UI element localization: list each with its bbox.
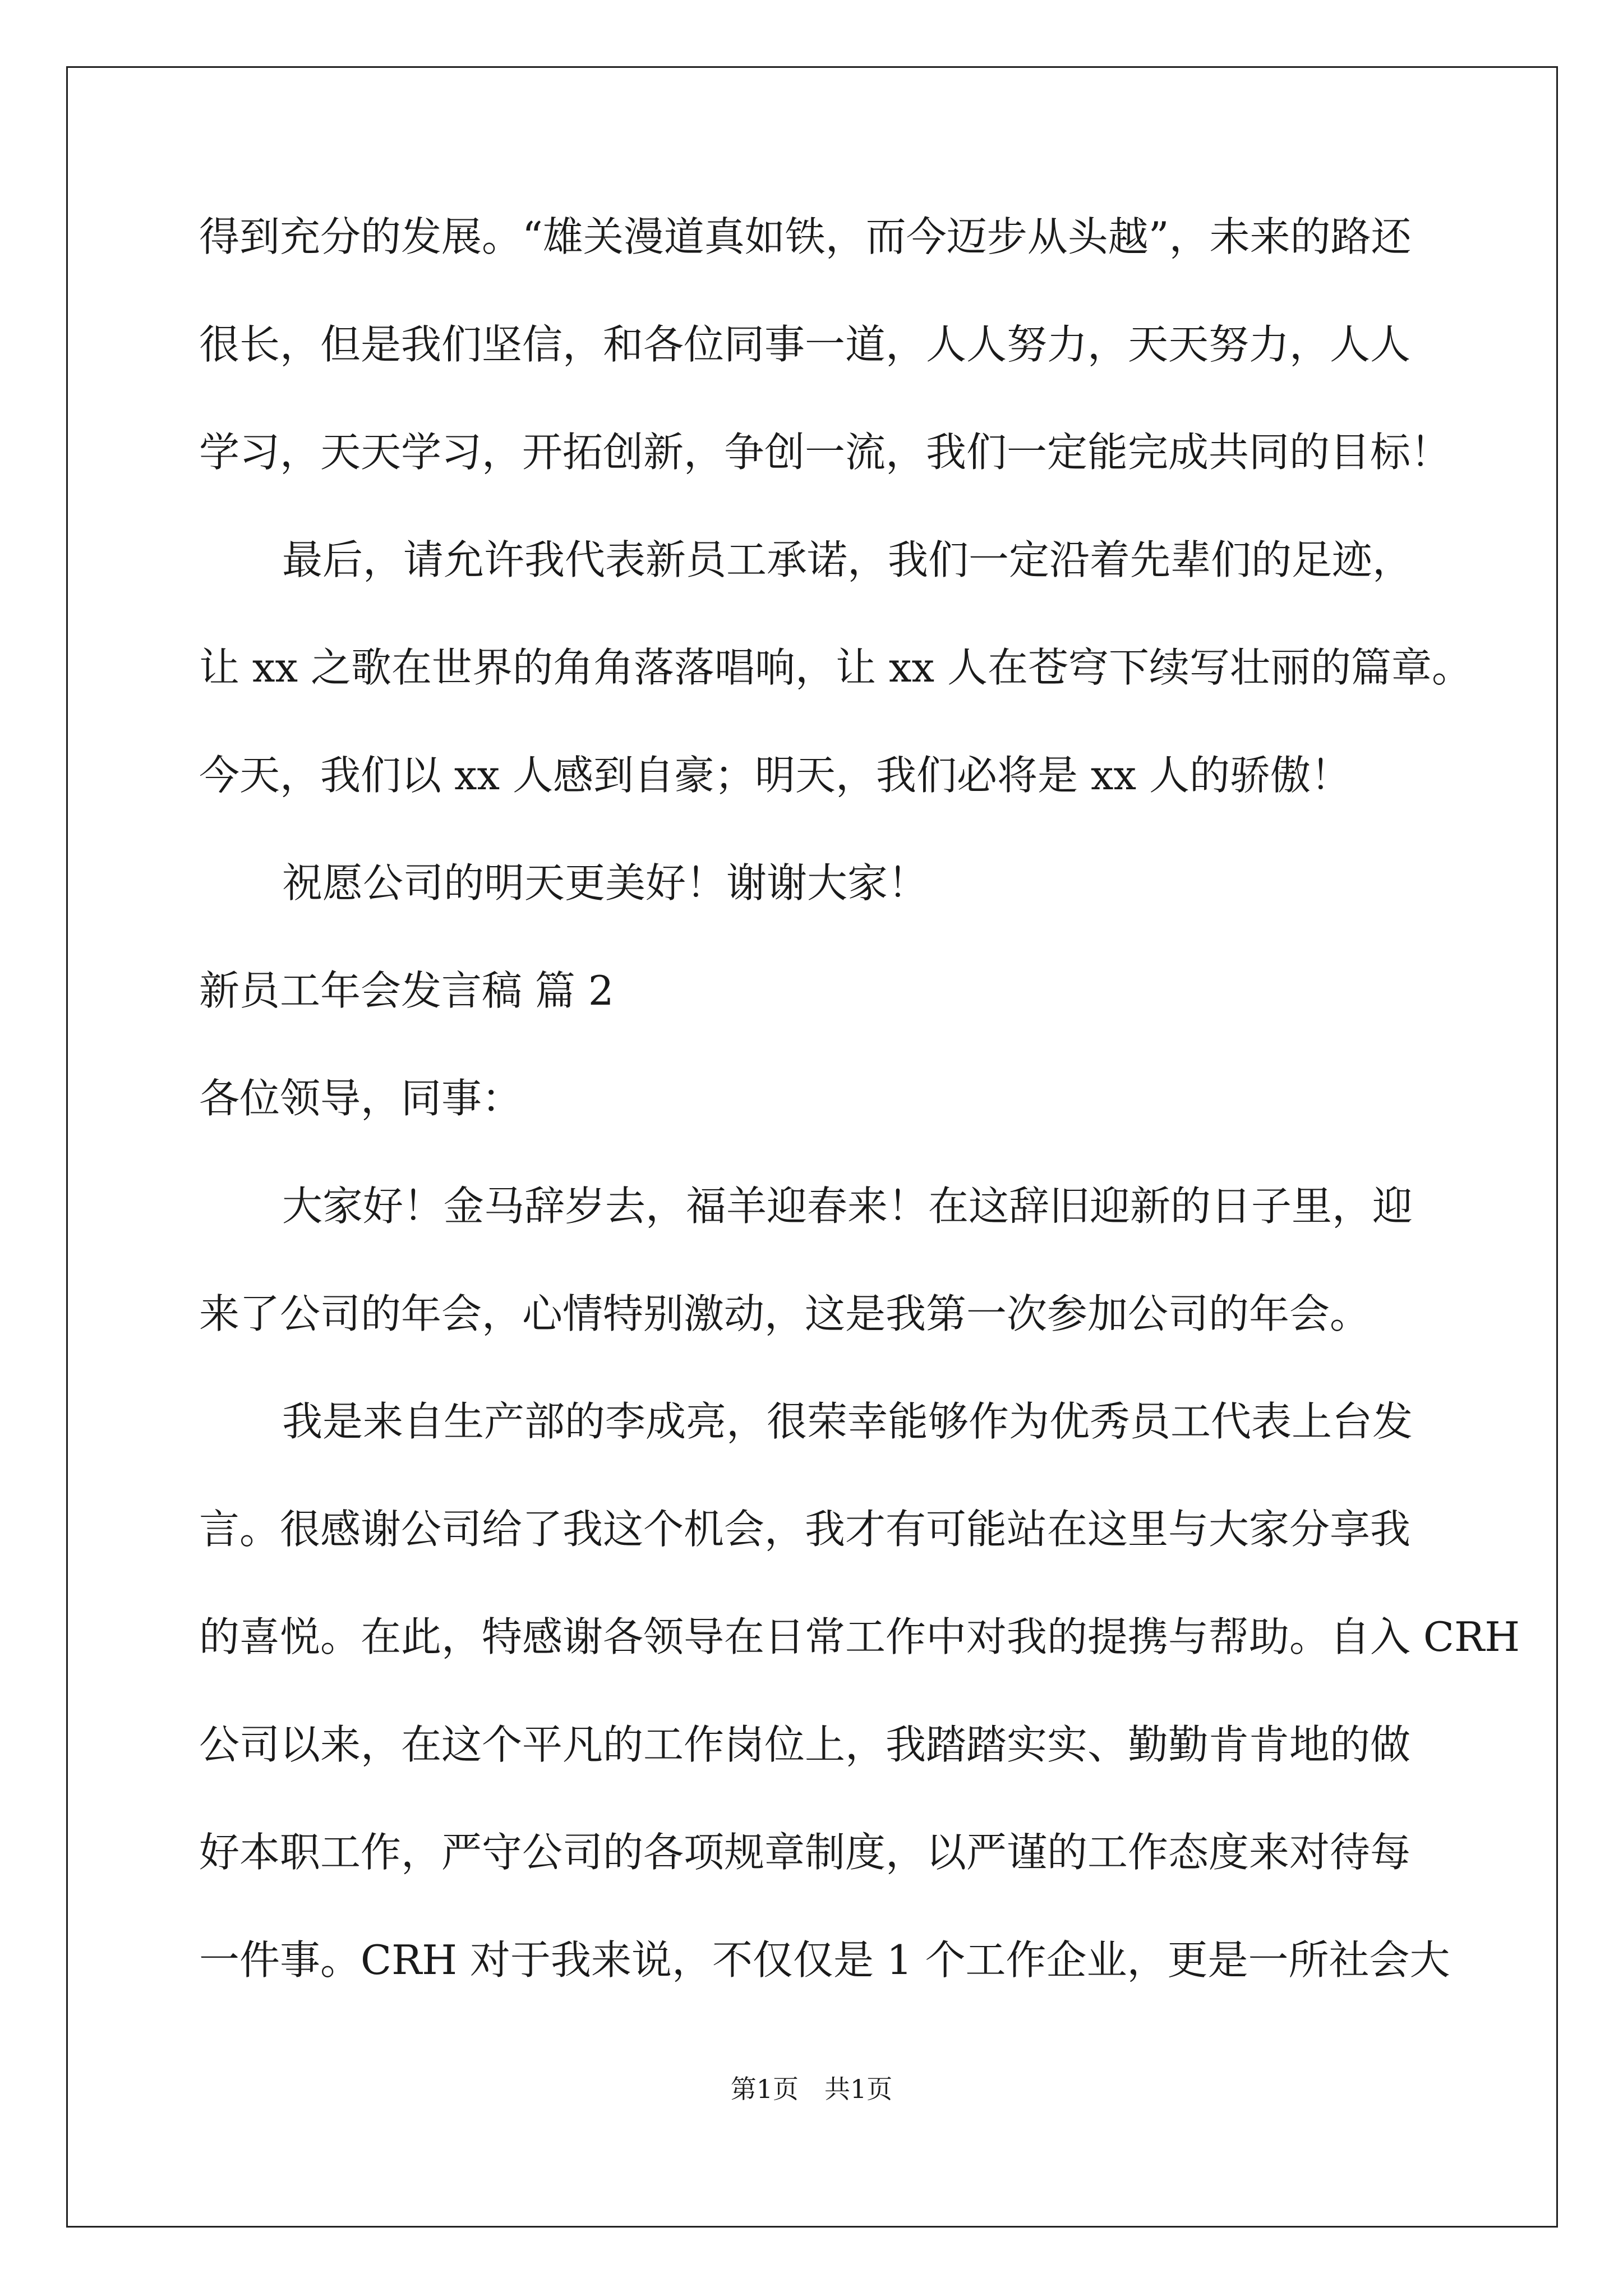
text-line: 我是来自生产部的李成亮，很荣幸能够作为优秀员工代表上台发	[282, 1398, 1413, 1445]
text-line: 大家好！金马辞岁去，福羊迎春来！在这辞旧迎新的日子里，迎	[282, 1182, 1413, 1230]
text-line: 来了公司的年会，心情特别激动，这是我第一次参加公司的年会。	[199, 1290, 1371, 1337]
text-line: 祝愿公司的明天更美好！谢谢大家！	[282, 859, 929, 907]
text-line: 一件事。CRH 对于我来说，不仅仅是 1 个工作企业，更是一所社会大	[199, 1936, 1450, 1984]
text-line: 公司以来，在这个平凡的工作岗位上，我踏踏实实、勤勤肯肯地的做	[199, 1721, 1411, 1768]
page-border	[66, 66, 1558, 2228]
salutation: 各位领导，同事：	[199, 1075, 523, 1122]
text-line: 的喜悦。在此，特感谢各领导在日常工作中对我的提携与帮助。自入 CRH	[199, 1613, 1520, 1660]
text-line: 言。很感谢公司给了我这个机会，我才有可能站在这里与大家分享我	[199, 1506, 1411, 1553]
text-line: 好本职工作，严守公司的各项规章制度，以严谨的工作态度来对待每	[199, 1829, 1411, 1876]
text-line: 让 xx 之歌在世界的角角落落唱响，让 xx 人在苍穹下续写壮丽的篇章。	[199, 644, 1472, 691]
page-number-footer: 第1页 共1页	[730, 2074, 893, 2104]
text-line: 得到充分的发展。“雄关漫道真如铁，而今迈步从头越”，未来的路还	[199, 213, 1412, 260]
text-line: 今天，我们以 xx 人感到自豪；明天，我们必将是 xx 人的骄傲！	[199, 752, 1351, 799]
text-line: 学习，天天学习，开拓创新，争创一流，我们一定能完成共同的目标！	[199, 429, 1451, 476]
section-heading: 新员工年会发言稿 篇 2	[199, 967, 614, 1014]
text-line: 很长，但是我们坚信，和各位同事一道，人人努力，天天努力，人人	[199, 321, 1411, 368]
text-line: 最后，请允许我代表新员工承诺，我们一定沿着先辈们的足迹，	[282, 536, 1413, 583]
